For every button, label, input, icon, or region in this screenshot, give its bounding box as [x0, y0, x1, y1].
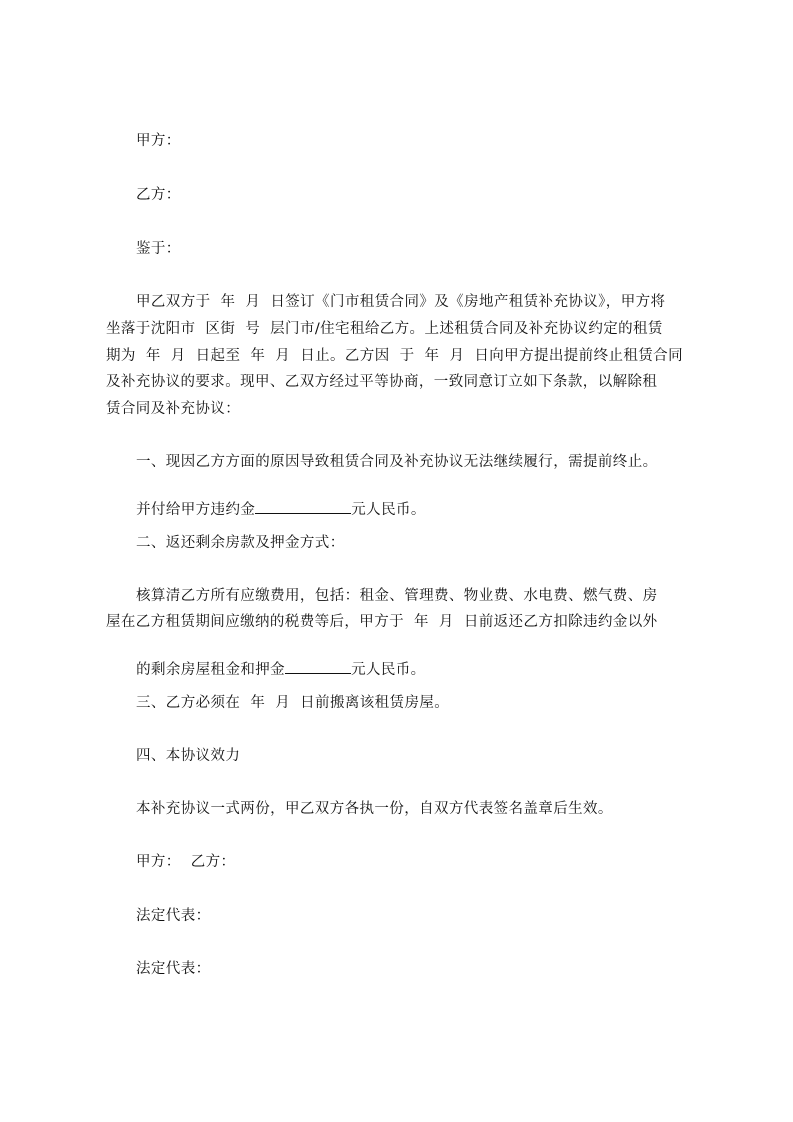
clause-2-currency-text: 元人民币。	[351, 662, 426, 678]
whereas-label: 鉴于：	[136, 241, 181, 257]
deposit-amount-blank	[285, 659, 351, 674]
clause-2-deposit-text: 的剩余房屋租金和押金	[136, 662, 286, 678]
clause-1-line-2	[106, 479, 426, 540]
party-b-label: 乙方：	[136, 187, 181, 203]
clause-1-currency-text: 元人民币。	[351, 502, 426, 518]
preamble-line-2: 坐落于沈阳市 区街 号 层门市/住宅租给乙方。上述租赁合同及补充协议约定的租赁	[106, 321, 663, 337]
clause-2-heading: 二、返还剩余房款及押金方式：	[136, 535, 345, 551]
clause-3: 三、乙方必须在 年 月 日前搬离该租赁房屋。	[136, 695, 450, 711]
clause-2-line-1: 核算清乙方所有应缴费用，包括：租金、管理费、物业费、水电费、燃气费、房	[136, 588, 658, 604]
clause-1-line-1: 一、现因乙方方面的原因导致租赁合同及补充协议无法继续履行，需提前终止。	[136, 454, 658, 470]
preamble-line-4: 及补充协议的要求。现甲、乙双方经过平等协商，一致同意订立如下条款，以解除租	[106, 374, 658, 390]
legal-representative-2: 法定代表：	[136, 961, 211, 977]
preamble-line-3: 期为 年 月 日起至 年 月 日止。乙方因 于 年 月 日向甲方提出提前终止租赁合同	[106, 348, 683, 364]
clause-2-line-2: 屋在乙方租赁期间应缴纳的税费等后，甲方于 年 月 日前返还乙方扣除违约金以外	[106, 614, 658, 630]
penalty-amount-blank	[255, 499, 351, 514]
clause-4-text: 本补充协议一式两份，甲乙双方各执一份，自双方代表签名盖章后生效。	[136, 801, 613, 817]
signature-parties: 甲方： 乙方：	[136, 854, 236, 870]
preamble-line-1: 甲乙双方于 年 月 日签订《门市租赁合同》及《房地产租赁补充协议》，甲方将	[136, 294, 666, 310]
clause-2-line-3	[106, 639, 426, 700]
party-a-label: 甲方：	[136, 133, 181, 149]
preamble-line-5: 赁合同及补充协议：	[106, 401, 241, 417]
legal-representative-1: 法定代表：	[136, 908, 211, 924]
clause-1-penalty-text: 并付给甲方违约金	[136, 502, 256, 518]
clause-4-heading: 四、本协议效力	[136, 748, 241, 764]
